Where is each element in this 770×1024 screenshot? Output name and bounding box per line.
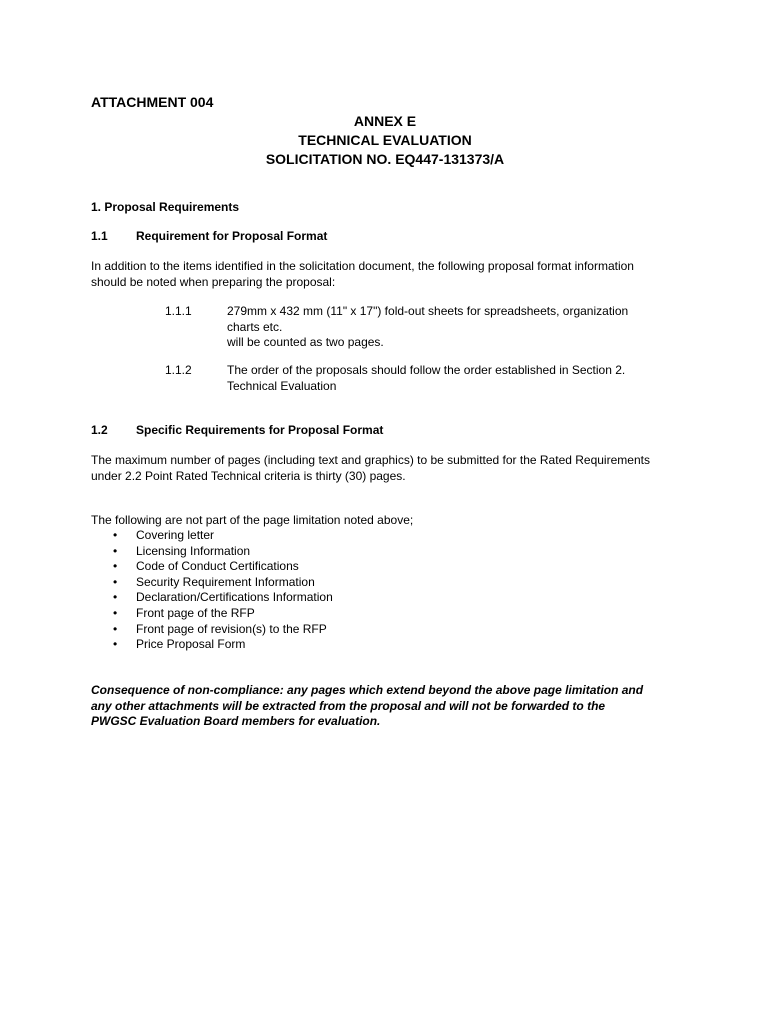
- paragraph-line: The maximum number of pages (including text and graphics) to be submitted for the Rated Requirements: [91, 453, 650, 467]
- section-heading-proposal-requirements: 1. Proposal Requirements: [91, 200, 240, 214]
- bullet-text: Front page of the RFP: [136, 605, 255, 620]
- subsection-number: 1.2: [91, 423, 108, 437]
- bullet-icon: •: [113, 621, 118, 636]
- attachment-label: ATTACHMENT 004: [91, 94, 214, 110]
- non-compliance-notice: [91, 683, 691, 730]
- bullet-item: [110, 544, 333, 560]
- bullet-text: Covering letter: [136, 528, 215, 542]
- paragraph-line: In addition to the items identified in the solicitation document, the following proposal format information: [91, 259, 634, 273]
- paragraph-line: under 2.2 Point Rated Technical criteria is thirty (30) pages.: [91, 468, 406, 483]
- paragraph-line: should be noted when preparing the proposal:: [91, 274, 336, 289]
- bullet-text: Price Proposal Form: [136, 637, 246, 652]
- bullet-icon: •: [113, 543, 118, 558]
- proposal-format-intro: [91, 259, 691, 290]
- item-text: [227, 363, 667, 394]
- bullet-item: [110, 559, 333, 575]
- item-text: [227, 304, 667, 351]
- subsection-heading-1-1: [91, 229, 327, 243]
- subsection-heading-1-2: [91, 423, 383, 437]
- bullet-icon: •: [113, 590, 118, 605]
- notice-line: Consequence of non-compliance: any pages which extend beyond the above page limitation and: [91, 683, 644, 697]
- bullet-text: Declaration/Certifications Information: [136, 590, 333, 605]
- document-title-block: [0, 112, 770, 169]
- bullet-icon: •: [113, 574, 118, 589]
- bullet-item: [110, 575, 333, 591]
- subsection-number: 1.1: [91, 229, 108, 243]
- bullet-item: [110, 528, 333, 544]
- annex-title: ANNEX E: [353, 113, 417, 129]
- exclusions-intro: The following are not part of the page limitation noted above;: [91, 513, 414, 527]
- notice-line: any other attachments will be extracted from the proposal and will not be forwarded to the: [91, 698, 606, 713]
- bullet-item: [110, 637, 333, 653]
- item-line: 279mm x 432 mm (11" x 17") fold-out sheets for spreadsheets, organization: [227, 304, 629, 318]
- item-number: 1.1.1: [165, 304, 192, 318]
- bullet-item: [110, 622, 333, 638]
- subsection-title: Specific Requirements for Proposal Format: [136, 423, 384, 437]
- bullet-text: Code of Conduct Certifications: [136, 559, 299, 574]
- bullet-text: Security Requirement Information: [136, 574, 315, 589]
- item-line: Technical Evaluation: [227, 378, 337, 393]
- bullet-icon: •: [113, 528, 118, 542]
- page-limit-paragraph: [91, 453, 691, 484]
- bullet-icon: •: [113, 637, 118, 652]
- solicitation-number: SOLICITATION NO. EQ447-131373/A: [265, 151, 505, 167]
- bullet-icon: •: [113, 559, 118, 574]
- bullet-icon: •: [113, 605, 118, 620]
- bullet-text: Front page of revision(s) to the RFP: [136, 621, 327, 636]
- subsection-title: Requirement for Proposal Format: [136, 229, 328, 243]
- item-line: will be counted as two pages.: [227, 335, 384, 349]
- item-number: 1.1.2: [165, 363, 192, 377]
- notice-line: PWGSC Evaluation Board members for evaluation.: [91, 714, 381, 728]
- exclusions-bullet-list: [110, 528, 333, 653]
- item-line: The order of the proposals should follow the order established in Section 2.: [227, 363, 626, 377]
- bullet-item: [110, 606, 333, 622]
- technical-evaluation-title: TECHNICAL EVALUATION: [298, 132, 472, 148]
- bullet-item: [110, 590, 333, 606]
- bullet-text: Licensing Information: [136, 543, 251, 558]
- item-line: charts etc.: [227, 319, 283, 334]
